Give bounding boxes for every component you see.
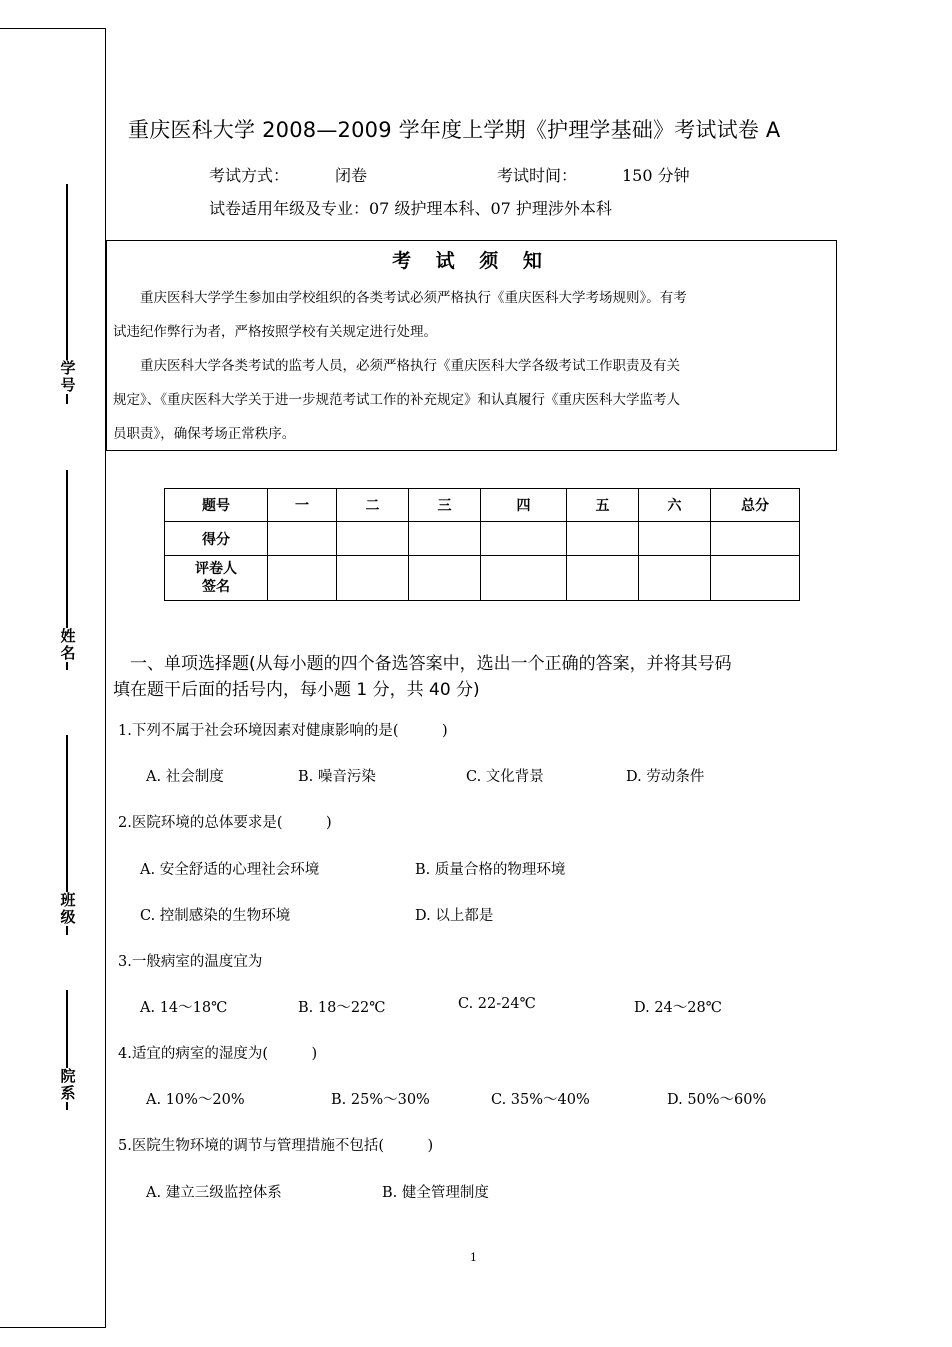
grader-cell: [337, 556, 409, 601]
question-option: A. 10%～20%: [146, 1092, 245, 1108]
table-header-cell: 五: [567, 489, 639, 522]
question-option: C. 文化背景: [466, 769, 544, 785]
grader-cell: [268, 556, 337, 601]
exam-time-value: 150 分钟: [622, 166, 690, 185]
score-cell: [481, 522, 567, 556]
grader-row-label: [165, 556, 268, 601]
binding-margin: [0, 28, 106, 1328]
exam-mode-label: 考试方式：: [209, 166, 290, 185]
score-row: [165, 522, 800, 556]
table-header-cell: 四: [481, 489, 567, 522]
grader-cell: [481, 556, 567, 601]
question-option: B. 噪音污染: [298, 769, 376, 785]
notice-line: 重庆医科大学学生参加由学校组织的各类考试必须严格执行《重庆医科大学考场规则》。有考: [113, 290, 687, 306]
question-stem: 4.适宜的病室的湿度为( ): [118, 1046, 318, 1062]
grader-cell: [639, 556, 711, 601]
grader-row: [165, 556, 800, 601]
score-cell: [711, 522, 800, 556]
score-cell: [567, 522, 639, 556]
grader-cell: [567, 556, 639, 601]
grader-cell: [711, 556, 800, 601]
exam-title: 重庆医科大学 2008—2009 学年度上学期《护理学基础》考试试卷 A: [128, 118, 781, 142]
page-number: 1: [470, 1251, 477, 1264]
score-row-label: 得分: [165, 522, 268, 556]
question-option: A. 社会制度: [146, 769, 224, 785]
name-label: 姓名: [55, 628, 81, 662]
score-cell: [337, 522, 409, 556]
question-stem: 2.医院环境的总体要求是( ): [118, 815, 332, 831]
question-stem: 1.下列不属于社会环境因素对健康影响的是( ): [118, 723, 448, 739]
exam-mode-value: 闭卷: [335, 166, 368, 185]
exam-time-label: 考试时间：: [497, 166, 578, 185]
question-stem: 3.一般病室的温度宜为: [118, 954, 263, 970]
question-option: D. 以上都是: [415, 908, 494, 924]
section-heading-line1: 一、单项选择题(从每小题的四个备选答案中，选出一个正确的答案，并将其号码: [113, 654, 732, 674]
score-cell: [268, 522, 337, 556]
grader-label-line2: 签名: [202, 579, 230, 595]
question-option: C. 控制感染的生物环境: [140, 908, 291, 924]
score-cell: [639, 522, 711, 556]
question-option: B. 18～22℃: [298, 1000, 386, 1016]
question-option: B. 健全管理制度: [382, 1185, 489, 1201]
table-header-cell: 六: [639, 489, 711, 522]
question-option: D. 24～28℃: [634, 1000, 722, 1016]
student-id-label: 学号: [55, 360, 81, 394]
question-option: B. 质量合格的物理环境: [415, 862, 566, 878]
question-option: D. 50%～60%: [667, 1092, 767, 1108]
department-label: 院系: [55, 1068, 81, 1102]
grader-cell: [409, 556, 481, 601]
table-header-cell: 二: [337, 489, 409, 522]
grader-label-line1: 评卷人: [195, 561, 237, 577]
table-header-cell: 三: [409, 489, 481, 522]
table-header-cell: 总分: [711, 489, 800, 522]
question-stem: 5.医院生物环境的调节与管理措施不包括( ): [118, 1138, 434, 1154]
question-option: C. 22-24℃: [458, 996, 536, 1012]
question-option: B. 25%～30%: [331, 1092, 430, 1108]
table-header-cell: 一: [268, 489, 337, 522]
question-option: A. 14～18℃: [140, 1000, 228, 1016]
score-table-header-row: [165, 489, 800, 522]
question-option: C. 35%～40%: [491, 1092, 590, 1108]
question-option: D. 劳动条件: [626, 769, 705, 785]
question-option: A. 安全舒适的心理社会环境: [140, 862, 320, 878]
score-table: [164, 488, 800, 601]
notice-title: 考 试 须 知: [392, 250, 551, 272]
notice-line: 试违纪作弊行为者，严格按照学校有关规定进行处理。: [113, 324, 437, 340]
exam-notice-box: [106, 240, 837, 451]
question-option: A. 建立三级监控体系: [146, 1185, 282, 1201]
notice-line: 规定》、《重庆医科大学关于进一步规范考试工作的补充规定》和认真履行《重庆医科大学监考人: [113, 392, 680, 408]
notice-line: 员职责》，确保考场正常秩序。: [113, 426, 296, 442]
section-heading-line2: 填在题干后面的括号内，每小题 1 分，共 40 分): [113, 680, 480, 700]
score-cell: [409, 522, 481, 556]
table-header-cell: 题号: [165, 489, 268, 522]
notice-line: 重庆医科大学各类考试的监考人员，必须严格执行《重庆医科大学各级考试工作职责及有关: [113, 358, 680, 374]
exam-scope: 试卷适用年级及专业：07 级护理本科、07 护理涉外本科: [209, 199, 612, 218]
class-label: 班级: [55, 892, 81, 926]
section-heading: [113, 651, 843, 703]
